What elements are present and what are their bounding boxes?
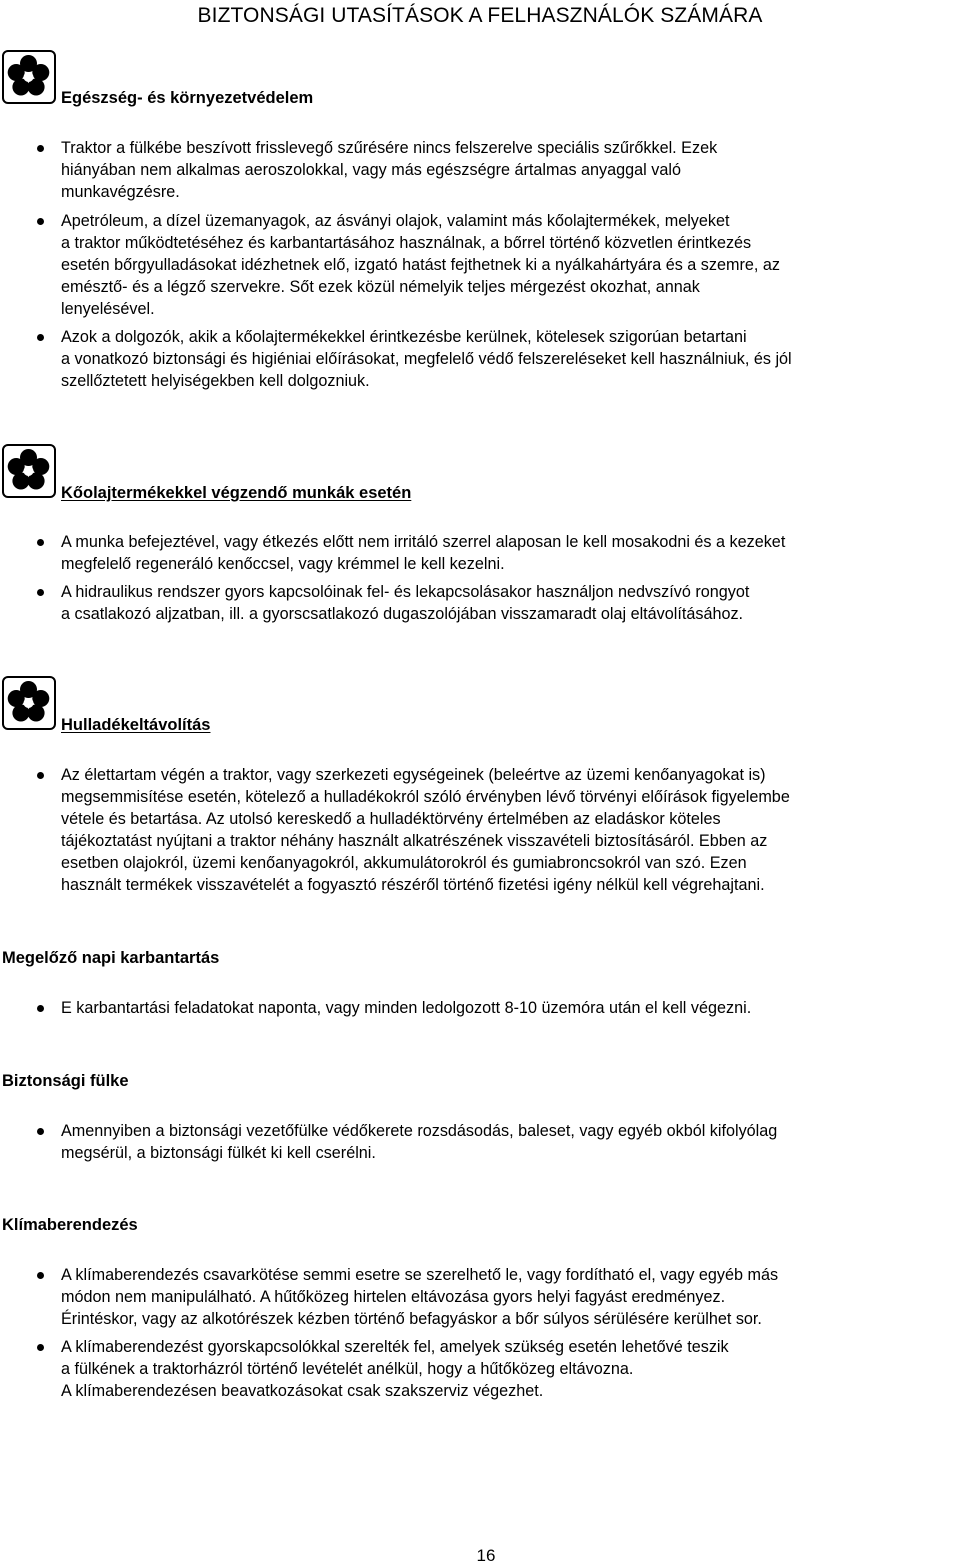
bullet-dot-icon	[37, 589, 44, 596]
list-item	[61, 997, 958, 1019]
list-item-text: Traktor a fülkébe beszívott frisslevegő szűrésére nincs felszerelve speciális szűrőkkel. Ezek hiányában nem alkalmas aeroszolokkal, vagy más egészségre ártalmas anyaggal való munkavégzésre.	[61, 139, 718, 201]
list-item-text: Az élettartam végén a traktor, vagy szerkezeti egységeinek (beleértve az üzemi kenőanyagokat is) megsemmisítése esetén, kötelező a hulladékokról szóló érvényben lévő törvényi előírások figyelembe vétele és betartása. Az utolsó kereskedő a hulladéktörvény értelmében az eladáskor köteles tájékoztatást nyújtani a traktor néhány használt alkatrészének visszavételi biztosításáról. Ebben az esetben olajokról, üzemi kenőanyagokról, akkumulátorokról és gumiabroncsokról van szó. Ezen használt termékek visszavételét a fogyasztó részéről történő fizetési igény nélkül kell végrehajtani.	[61, 766, 790, 894]
section-heading-text: Kőolajtermékekkel végzendő munkák esetén	[61, 484, 412, 502]
bullet-dot-icon	[37, 218, 44, 225]
section-heading-waste-disposal	[61, 714, 210, 736]
list-item-text: Apetróleum, a dízel üzemanyagok, az ásványi olajok, valamint más kőolajtermékek, melyeket a traktor működtetéséhez és karbantartásához használnak, a bőrrel történő közvetlen érintkezés esetén bőrgyulladásokat idézhetnek elő, izgató hatást fejthetnek ki a nyálkahártyára és a szemre, az emésztő- és a légző szervekre. Sőt ezek közül némelyik teljes mérgezést okozhat, annak lenyelésével.	[61, 212, 780, 318]
list-item	[61, 326, 958, 392]
bullet-dot-icon	[37, 334, 44, 341]
page-number: 16	[476, 1546, 496, 1565]
list-item	[61, 210, 958, 320]
environment-flower-icon	[2, 676, 56, 730]
list-item-text: Azok a dolgozók, akik a kőolajtermékekkel érintkezésbe kerülnek, kötelesek szigorúan betartani a vonatkozó biztonsági és higiéniai előírásokat, megfelelő védő felszereléseket kell használniuk, és jól szellőztetett helyiségekben kell dolgozniuk.	[61, 328, 792, 390]
list-item-text: Amennyiben a biztonsági vezetőfülke védőkerete rozsdásodás, baleset, vagy egyéb okból kifolyólag megsérül, a biztonsági fülkét ki kell cserélni.	[61, 1122, 778, 1162]
section-heading-air-conditioning: Klímaberendezés	[2, 1216, 138, 1234]
section-heading-daily-maintenance: Megelőző napi karbantartás	[2, 949, 220, 967]
list-item	[61, 137, 958, 203]
bullet-dot-icon	[37, 1272, 44, 1279]
list-item-text: A hidraulikus rendszer gyors kapcsolóinak fel- és lekapcsolásakor használjon nedvszívó rongyot a csatlakozó aljzatban, ill. a gyorscsatlakozó dugaszolójában visszamaradt olaj eltávolításához.	[61, 583, 750, 623]
bullet-dot-icon	[37, 539, 44, 546]
list-item	[61, 1120, 958, 1164]
bullet-dot-icon	[37, 1128, 44, 1135]
list-item	[61, 531, 958, 575]
section-heading-health-environment: Egészség- és környezetvédelem	[61, 89, 314, 107]
list-item	[61, 764, 958, 896]
list-item-text: A munka befejeztével, vagy étkezés előtt nem irritáló szerrel alaposan le kell mosakodni és a kezeket megfelelő regeneráló kenőccsel, vagy krémmel le kell kezelni.	[61, 533, 786, 573]
bullet-dot-icon	[37, 145, 44, 152]
environment-flower-icon	[2, 444, 56, 498]
environment-flower-icon	[2, 50, 56, 104]
page-title: BIZTONSÁGI UTASÍTÁSOK A FELHASZNÁLÓK SZÁMÁRA	[197, 4, 763, 27]
list-item	[61, 1336, 958, 1402]
bullet-dot-icon	[37, 1344, 44, 1351]
list-item-text: A klímaberendezés csavarkötése semmi esetre se szerelhető le, vagy fordítható el, vagy egyéb más módon nem manipulálható. A hűtőközeg hirtelen eltávozása gyors helyi fagyást eredményez. Érintéskor, vagy az alkotórészek kézben történő befagyáskor a bőr súlyos sérülésére kerülhet sor.	[61, 1266, 779, 1328]
list-item	[61, 1264, 958, 1330]
list-item-text: A klímaberendezést gyorskapcsolókkal szerelték fel, amelyek szükség esetén lehetővé teszik a fülkének a traktorházról történő levételét anélkül, hogy a hűtőközeg eltávozna. A klímaberendezésen beavatkozásokat csak szakszerviz végezhet.	[61, 1338, 729, 1400]
section-heading-safety-cab: Biztonsági fülke	[2, 1072, 129, 1090]
bullet-dot-icon	[37, 772, 44, 779]
list-item	[61, 581, 958, 625]
section-heading-text: Hulladékeltávolítás	[61, 716, 211, 734]
list-item-text: E karbantartási feladatokat naponta, vagy minden ledolgozott 8-10 üzemóra után el kell végezni.	[61, 999, 752, 1017]
section-heading-petroleum-work	[61, 482, 411, 504]
bullet-dot-icon	[37, 1005, 44, 1012]
